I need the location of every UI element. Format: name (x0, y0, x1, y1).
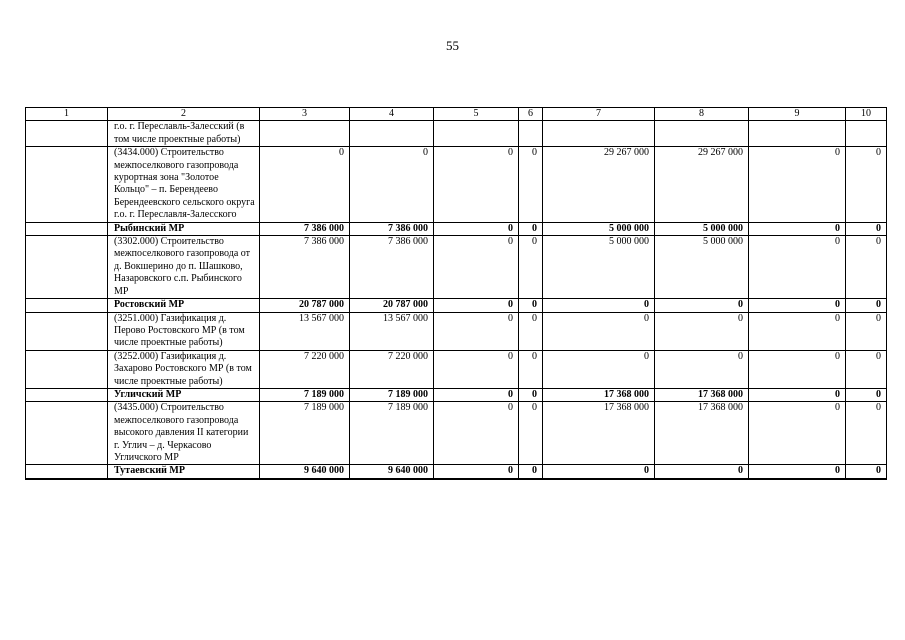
table-cell: 0 (749, 222, 846, 235)
table-cell: 0 (846, 465, 887, 479)
table-header-row (26, 108, 887, 121)
column-header: 10 (846, 108, 887, 121)
table-cell: 0 (655, 312, 749, 350)
table-cell-name: (3435.000) Строительство межпоселкового газопровода высокого давления II категории г. Углич – д. Черкасово Угличского МР (108, 402, 260, 465)
table-cell: 5 000 000 (543, 236, 655, 299)
table-cell: 0 (519, 222, 543, 235)
column-header: 9 (749, 108, 846, 121)
table-cell-name: (3302.000) Строительство межпоселкового газопровода от д. Вокшерино до п. Шашково, Назаровского с.п. Рыбинского МР (108, 236, 260, 299)
table-row (26, 402, 887, 465)
table-cell: 0 (655, 299, 749, 312)
table-cell: 0 (749, 402, 846, 465)
table-row (26, 350, 887, 388)
column-header: 3 (260, 108, 350, 121)
table-cell: 0 (519, 312, 543, 350)
table-cell-name: г.о. г. Переславль-Залесский (в том числе проектные работы) (108, 121, 260, 147)
table-cell (26, 147, 108, 222)
table-row-group-total (26, 222, 887, 235)
table-cell: 5 000 000 (655, 236, 749, 299)
table-cell: 17 368 000 (655, 402, 749, 465)
table-row (26, 236, 887, 299)
table-cell: 0 (519, 147, 543, 222)
table-cell (655, 121, 749, 147)
table-cell (26, 222, 108, 235)
table-cell (26, 299, 108, 312)
table-cell: 0 (350, 147, 434, 222)
table-cell: 7 189 000 (350, 388, 434, 401)
table-cell: 0 (434, 147, 519, 222)
table-cell (26, 121, 108, 147)
table-cell: 0 (434, 236, 519, 299)
table-cell: 0 (543, 312, 655, 350)
table-cell: 5 000 000 (655, 222, 749, 235)
table-cell: 0 (655, 350, 749, 388)
table-row-group-total (26, 465, 887, 479)
table-cell (26, 350, 108, 388)
column-header: 7 (543, 108, 655, 121)
table-cell: 0 (543, 299, 655, 312)
table-cell (543, 121, 655, 147)
table-cell: 7 189 000 (260, 402, 350, 465)
table-cell-name: Тутаевский МР (108, 465, 260, 479)
table-cell: 20 787 000 (350, 299, 434, 312)
table-cell-name: (3434.000) Строительство межпоселкового газопровода курортная зона "Золотое Кольцо" – п. Берендеево Берендеевского сельского округа г.о. г. Переславля-Залесского (108, 147, 260, 222)
table-cell: 7 386 000 (260, 236, 350, 299)
table-cell: 20 787 000 (260, 299, 350, 312)
table-cell: 7 220 000 (260, 350, 350, 388)
table-cell: 7 386 000 (350, 222, 434, 235)
table-cell: 0 (543, 350, 655, 388)
table-cell: 0 (846, 236, 887, 299)
table-cell: 13 567 000 (350, 312, 434, 350)
table-cell-name: Ростовский МР (108, 299, 260, 312)
table-cell: 17 368 000 (543, 402, 655, 465)
table-cell: 0 (519, 236, 543, 299)
table-cell: 0 (519, 350, 543, 388)
table-cell: 0 (846, 388, 887, 401)
table-cell: 7 189 000 (260, 388, 350, 401)
column-header: 2 (108, 108, 260, 121)
table-row-group-total (26, 299, 887, 312)
table-cell: 0 (519, 299, 543, 312)
table-cell: 0 (519, 388, 543, 401)
column-header: 8 (655, 108, 749, 121)
table-cell: 0 (749, 312, 846, 350)
table-cell: 0 (434, 312, 519, 350)
table-cell: 17 368 000 (543, 388, 655, 401)
table-cell: 7 386 000 (350, 236, 434, 299)
table-cell: 0 (749, 236, 846, 299)
table-row (26, 147, 887, 222)
table-cell: 0 (519, 465, 543, 479)
table-cell: 9 640 000 (260, 465, 350, 479)
table-cell: 0 (846, 147, 887, 222)
table-row (26, 121, 887, 147)
table-cell: 0 (434, 388, 519, 401)
table-cell (26, 465, 108, 479)
table-cell (26, 312, 108, 350)
table-cell: 0 (846, 402, 887, 465)
table-cell (749, 121, 846, 147)
table-cell: 5 000 000 (543, 222, 655, 235)
table-cell: 7 386 000 (260, 222, 350, 235)
column-header: 6 (519, 108, 543, 121)
table-cell: 0 (434, 465, 519, 479)
table-row-group-total (26, 388, 887, 401)
table-cell: 0 (543, 465, 655, 479)
table-cell: 0 (434, 222, 519, 235)
table-cell: 7 189 000 (350, 402, 434, 465)
table-cell: 0 (519, 402, 543, 465)
table-cell: 0 (749, 147, 846, 222)
table-cell: 0 (846, 299, 887, 312)
table-cell (519, 121, 543, 147)
table-cell: 29 267 000 (543, 147, 655, 222)
table-cell-name: (3251.000) Газификация д. Перово Ростовского МР (в том числе проектные работы) (108, 312, 260, 350)
column-header: 1 (26, 108, 108, 121)
column-header: 4 (350, 108, 434, 121)
table-cell: 7 220 000 (350, 350, 434, 388)
table-cell: 0 (434, 299, 519, 312)
table-cell: 0 (749, 465, 846, 479)
table-cell: 13 567 000 (260, 312, 350, 350)
table-cell: 0 (749, 350, 846, 388)
table-row (26, 312, 887, 350)
table-cell: 0 (749, 388, 846, 401)
table-cell (260, 121, 350, 147)
page-number: 55 (446, 38, 459, 53)
table-cell-name: Угличский МР (108, 388, 260, 401)
table-cell (26, 402, 108, 465)
table-cell: 17 368 000 (655, 388, 749, 401)
table-cell (26, 388, 108, 401)
table-cell: 0 (846, 222, 887, 235)
table-cell (26, 236, 108, 299)
table-cell-name: Рыбинский МР (108, 222, 260, 235)
table-cell: 0 (434, 350, 519, 388)
table-cell: 0 (655, 465, 749, 479)
table-cell: 9 640 000 (350, 465, 434, 479)
table-body (26, 108, 887, 479)
table-cell: 0 (846, 350, 887, 388)
table-cell: 0 (434, 402, 519, 465)
table-cell (846, 121, 887, 147)
table-cell: 29 267 000 (655, 147, 749, 222)
table-cell (434, 121, 519, 147)
table-cell: 0 (846, 312, 887, 350)
table-cell-name: (3252.000) Газификация д. Захарово Ростовского МР (в том числе проектные работы) (108, 350, 260, 388)
column-header: 5 (434, 108, 519, 121)
table-cell (350, 121, 434, 147)
table-cell: 0 (260, 147, 350, 222)
budget-table (25, 107, 887, 480)
table-cell: 0 (749, 299, 846, 312)
